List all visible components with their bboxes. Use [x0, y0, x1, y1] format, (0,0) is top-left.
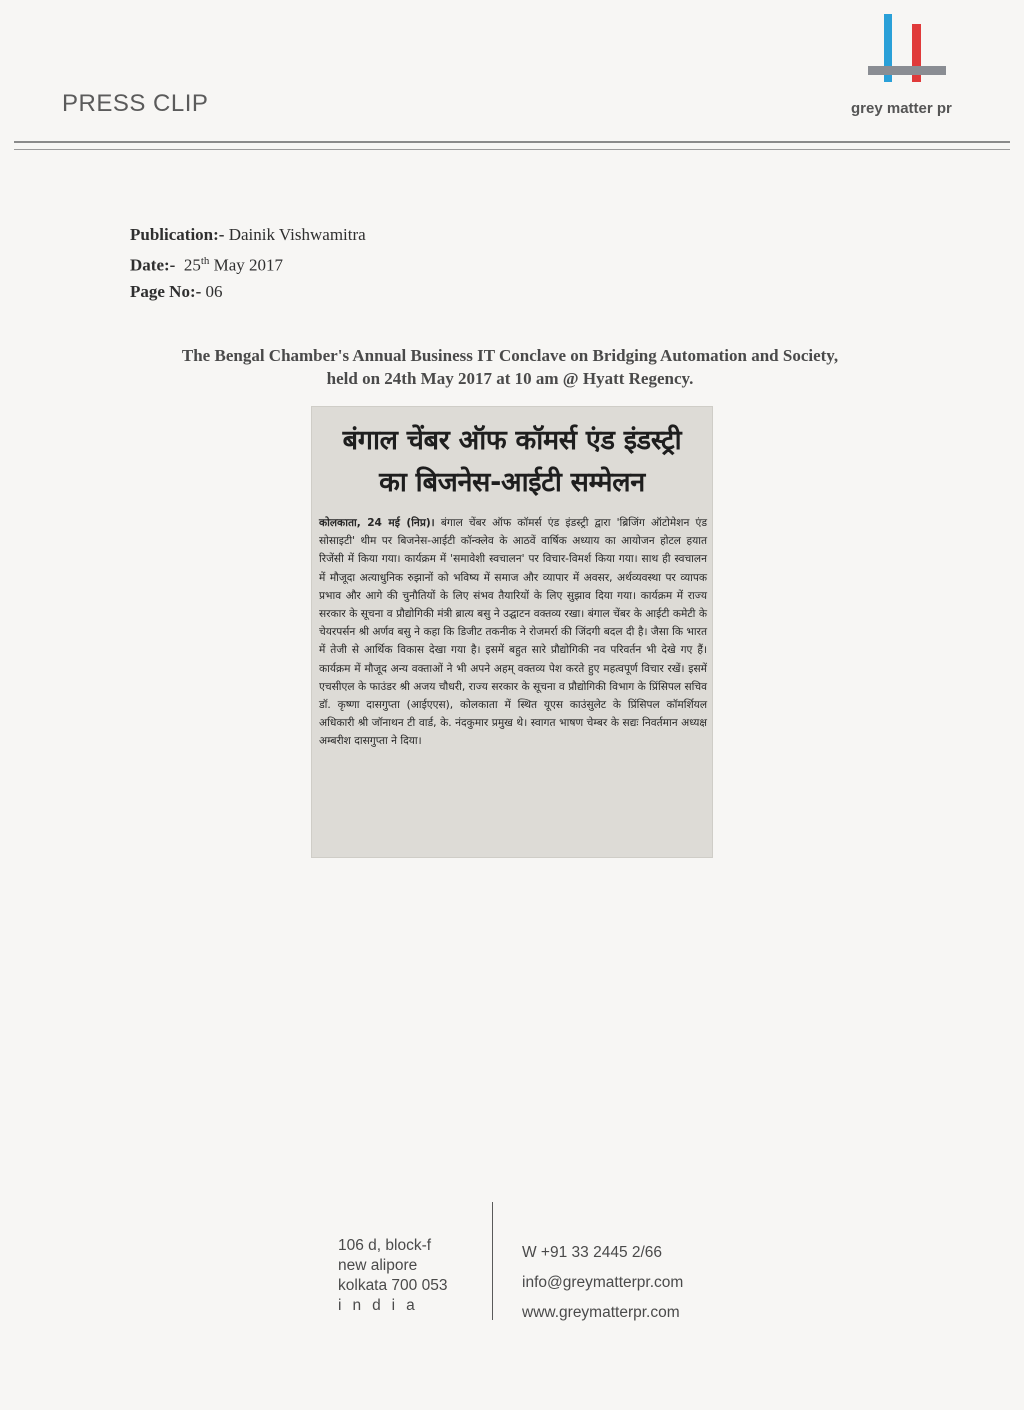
caption-line-1: The Bengal Chamber's Annual Business IT Conclave on Bridging Automation and Society, [181, 346, 839, 365]
publication-label: Publication:- [130, 225, 225, 244]
clipping-headline [311, 420, 713, 504]
newspaper-clipping [311, 406, 713, 858]
date-row [130, 248, 366, 279]
clip-caption [110, 344, 910, 390]
website-url: www.greymatterpr.com [522, 1304, 680, 1321]
page-label: Page No:- [130, 281, 202, 301]
header-divider-thin [14, 149, 1010, 150]
email-address: info@greymatterpr.com [522, 1274, 684, 1291]
headline-line-2: का बिजनेस-आईटी सम्मेलन [379, 467, 645, 498]
address-line-4: india [338, 1297, 426, 1314]
footer-divider [492, 1202, 493, 1320]
page-value: 06 [205, 281, 223, 301]
date-rest: May 2017 [213, 255, 284, 275]
date-day: 25 [183, 255, 201, 275]
caption-line-2: held on 24th May 2017 at 10 am @ Hyatt Regency. [326, 369, 694, 388]
clip-meta [130, 222, 366, 305]
headline-line-1: बंगाल चेंबर ऑफ कॉमर्स एंड इंडस्ट्री [342, 425, 682, 456]
phone-number: W +91 33 2445 2/66 [522, 1244, 663, 1261]
brand-name: grey matter pr [851, 100, 952, 117]
footer-contact [522, 1238, 683, 1328]
publication-value: Dainik Vishwamitra [228, 225, 366, 244]
address-line-2: new alipore [338, 1257, 418, 1274]
publication-row [130, 222, 366, 248]
footer-address [338, 1236, 447, 1316]
clipping-text: बंगाल चेंबर ऑफ कॉमर्स एंड इंडस्ट्री द्वारा 'ब्रिजिंग ऑटोमेशन एंड सोसाइटी' थीम पर बिजनेस-आईटी कॉन्क्लेव के आठवें वार्षिक अध्याय का आयोजन होटल हयात रिजेंसी में किया गया। कार्यक्रम में 'समावेशी स्वचालन' पर विचार-विमर्श किया गया। साथ ही स्वचालन में मौजूदा अत्याधुनिक रुझानों को भविष्य में समाज और व्यापार में अवसर, अर्थव्यवस्था पर व्यापक प्रभाव और आगे की चुनौतियों के लिए संभव तैयारियों के लिए सुझाव दिया गया। कार्यक्रम में राज्य सरकार के सूचना व प्रौद्योगिकी मंत्री ब्रात्य बसु ने उद्घाटन वक्तव्य रखा। बंगाल चेंबर के आईटी कमेटी के चेयरपर्सन श्री अर्णव बसु ने कहा कि डिजीट तकनीक ने रोजमर्रा की जिंदगी बदल दी है। जैसा कि भारत में तेजी से आर्थिक विकास देखा गया है। इसमें बहुत सारे प्रौद्योगिकी नव परिवर्तन भी देखे गए हैं। कार्यक्रम में मौजूद अन्य वक्ताओं ने भी अपने अहम् वक्तव्य पेश करते हुए महत्वपूर्ण विचार रखें। इसमें एचसीएल के फाउंडर श्री अजय चौधरी, राज्य सरकार के सूचना व प्रौद्योगिकी विभाग के प्रिंसिपल सचिव डॉ. कृष्णा दासगुप्ता (आईएएस), कोलकाता में स्थित यूएस काउंसुलेट के प्रिंसिपल कॉमर्शियल अधिकारी श्री जॉनाथन टी वार्ड, के. नंदकुमार प्रमुख थे। स्वागत भाषण चेम्बर के सद्यः निवर्तमान अध्यक्ष अम्बरीश दासगुप्ता ने दिया। [319, 517, 707, 748]
page-title: PRESS CLIP [62, 90, 209, 117]
date-suffix: th [200, 255, 210, 267]
page-row [130, 279, 366, 305]
grey-matter-logo-icon [862, 12, 952, 94]
address-line-1: 106 d, block-f [338, 1237, 432, 1254]
date-label: Date:- [130, 255, 176, 275]
header-divider [14, 141, 1010, 143]
address-line-3: kolkata 700 053 [338, 1277, 448, 1294]
clipping-dateline: कोलकाता, 24 मई (निप्र)। [319, 517, 435, 529]
clipping-body [319, 514, 707, 751]
